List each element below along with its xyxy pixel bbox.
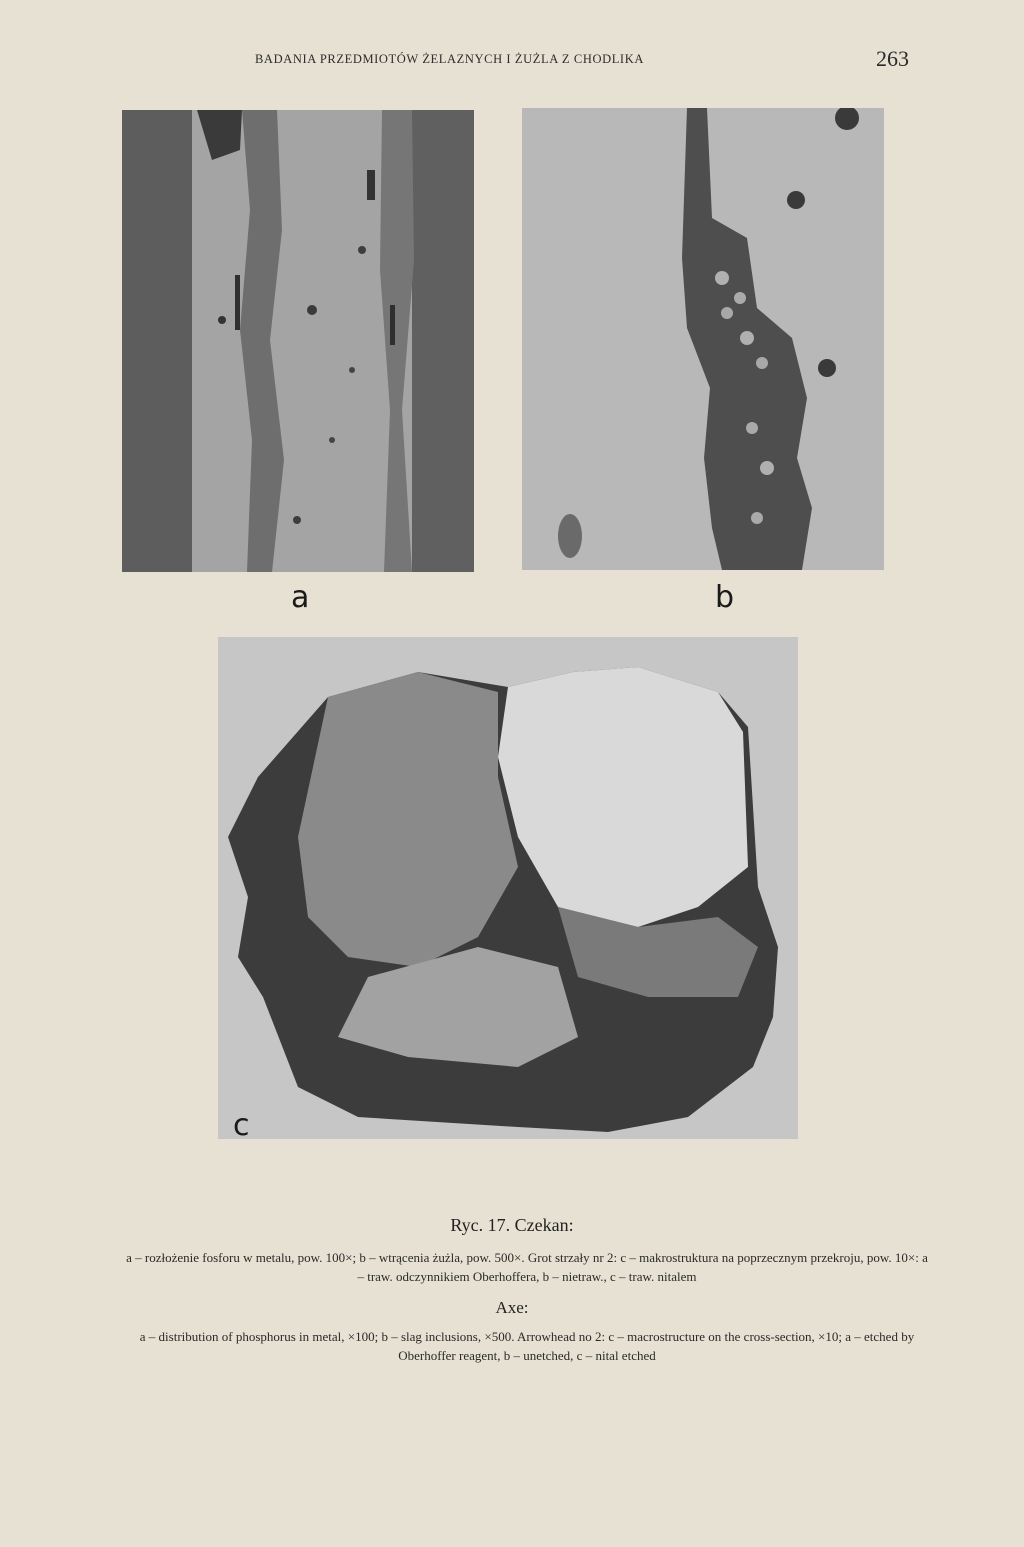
micrograph-b bbox=[522, 108, 884, 570]
macrograph-c-image bbox=[218, 637, 798, 1139]
micrograph-a bbox=[122, 110, 474, 572]
page-number: 263 bbox=[876, 46, 909, 71]
plate-label-c: c bbox=[233, 1108, 250, 1143]
plate-label-a: a bbox=[291, 580, 310, 615]
micrograph-a-image bbox=[122, 110, 474, 572]
macrograph-c bbox=[218, 637, 798, 1139]
caption-title-en: Axe: bbox=[495, 1298, 529, 1317]
running-head: BADANIA PRZEDMIOTÓW ŻELAZNYCH I ŻUŻLA Z CHODLIKA bbox=[255, 52, 644, 66]
caption-text-pl: a – rozłożenie fosforu w metalu, pow. 100×; b – wtrącenia żużla, pow. 500×. Grot strzały nr 2: c – makrostruktura na poprzecznym przekroju, pow. 10×: a – traw. odczynnikiem Oberhoffera, b – nietraw., c – traw. nitalem bbox=[126, 1250, 928, 1284]
caption-title-pl: Ryc. 17. Czekan: bbox=[450, 1215, 574, 1235]
caption-text-en: a – distribution of phosphorus in metal, ×100; b – slag inclusions, ×500. Arrowhead no 2: c – macrostructure on the cross-section, ×10; a – etched by Oberhoffer reagent, b – unetched, c – nital etched bbox=[139, 1329, 915, 1363]
plate-label-b: b bbox=[715, 580, 735, 615]
micrograph-b-image bbox=[522, 108, 884, 570]
